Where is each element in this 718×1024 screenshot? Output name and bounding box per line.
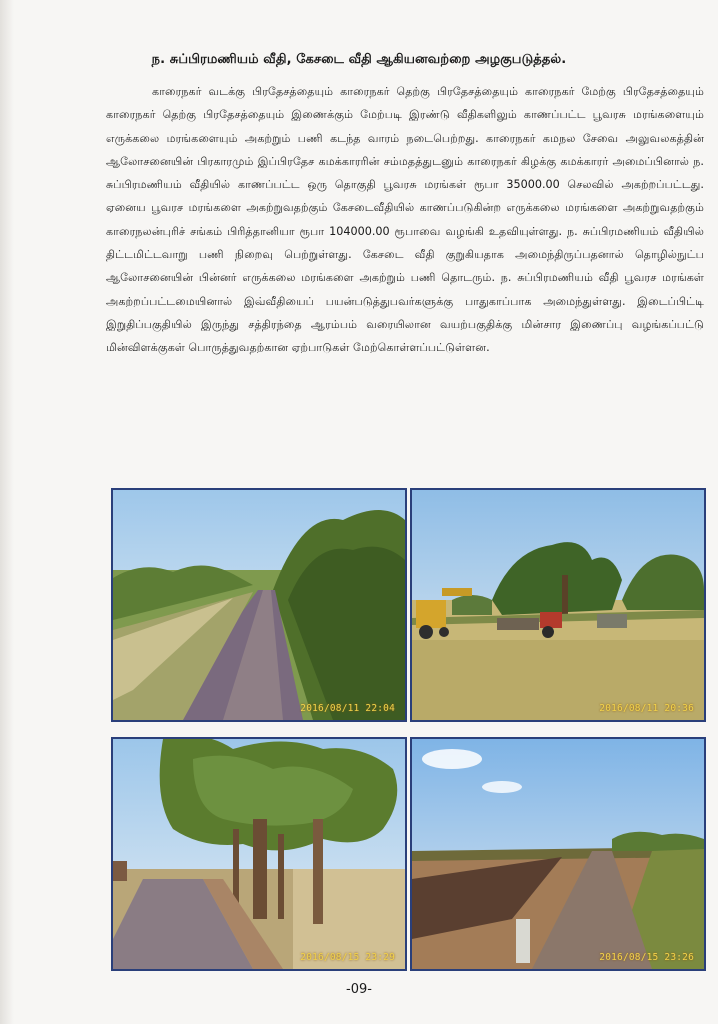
- field-tractors-image: [412, 490, 704, 720]
- photo-timestamp: 2016/08/11 22:04: [300, 703, 395, 714]
- photo-timestamp: 2016/08/11 20:36: [599, 703, 694, 714]
- body-paragraph: காரைநகர் வடக்கு பிரதேசத்தையும் காரைநகர் தெற்கு பிரதேசத்தையும் காரைநகர் மேற்கு பிரதேசத்தையும் காரைநகர் தெற்கு பிரதேசத்தையும் இணைக்கும் மேற்படி இரண்டு வீதிகளிலும் காணப்பட்ட பூவரசு மரங்களையும் எருக்கலை மரங்களையும் அகற்றும் பணி கடந்த வாரம் நடைபெற்றது. காரைநகர் கமநல சேவை அலுவலகத்தின் ஆலோசனையின் பிரகாரமும் இப்பிரதேச கமக்காரரின் சம்மதத்துடனும் காரைநகர் கிழக்கு கமக்காரர் அமைப்பினால் ந. சுப்பிரமணியம் வீதியில் காணப்பட்ட ஒரு தொகுதி பூவரசு மரங்கள் ரூபா 35000.00 செலவில் அகற்றப்பட்டது. ஏனைய பூவரச மரங்களை அகற்றுவதற்கும் கேசடைவீதியில் காணப்படுகின்ற எருக்கலை மரங்களை அகற்றுவதற்கும் காரைநலன்புரிச் சங்கம் பிரித்தானியா ரூபா 104000.00 ரூபாவை வழங்கி உதவியுள்ளது. ந. சுப்பிரமணியம் வீதியில் திட்டமிட்டவாறு பணி நிறைவு பெற்றுள்ளது. கேசடை வீதி குறுகியதாக அமைந்திருப்பதனால் தொழில்நுட்ப ஆலோசனையின் பின்னர் எருக்கலை மரங்களை அகற்றும் பணி தொடரும். ந. சுப்பிரமணியம் வீதி பூவரச மரங்கள் அகற்றப்பட்டமையினால் இவ்வீதியைப் பயன்படுத்துபவர்களுக்கு பாதுகாப்பாக அமைந்துள்ளது. இடைப்பிட்டி இறுதிப்பகுதியில் இருந்து சத்திரந்தை ஆரம்பம் வரையிலான வயற்பகுதிக்கு மின்சார இணைப்பு வழங்கப்பட்டு மின்விளக்குகள் பொருத்துவதற்கான ஏற்பாடுகள் மேற்கொள்ளப்பட்டுள்ளன.: [106, 85, 704, 355]
- page-title: ந. சுப்பிரமணியம் வீதி, கேசடை வீதி ஆகியனவற்றை அழகுபடுத்தல்.: [151, 52, 567, 67]
- photo-timestamp: 2016/08/15 23:26: [599, 952, 694, 963]
- field-road-image: [412, 739, 704, 969]
- photo-road-hedge: [111, 488, 407, 722]
- page-edge-shadow: [0, 0, 14, 1024]
- photo-road-trees: [111, 737, 407, 971]
- road-hedge-image: [113, 490, 405, 720]
- page-number: -09-: [346, 982, 372, 997]
- road-trees-image: [113, 739, 405, 969]
- photo-timestamp: 2016/08/15 23:29: [300, 952, 395, 963]
- photo-field-tractors: [410, 488, 706, 722]
- photo-field-road: [410, 737, 706, 971]
